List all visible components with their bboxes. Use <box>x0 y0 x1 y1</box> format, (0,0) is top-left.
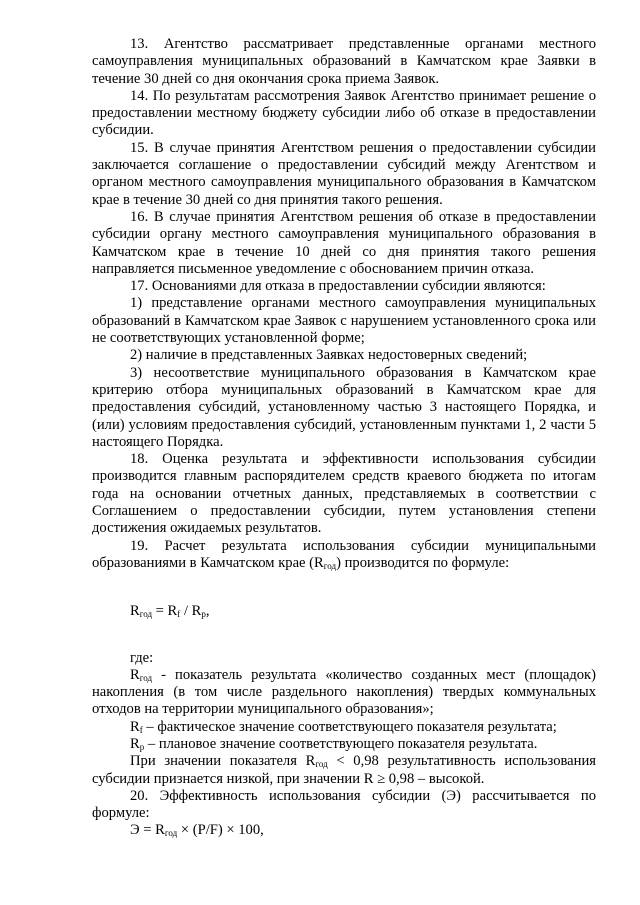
paragraph-17-item-3: 3) несоответствие муниципального образования в Камчатском крае критерию отбора муниципальных образований в Камчатском крае для предоставления субсидий, установленному частью 3 настоящего Порядка, и (или) условиям предоставления субсидий, установленным пунктами 1, 2 части 5 настоящего Порядка. <box>92 364 596 450</box>
definition-r-f <box>92 719 596 736</box>
definition-r-p <box>92 736 596 753</box>
formula-tail: , <box>205 603 210 620</box>
formula-efficiency <box>92 822 596 839</box>
formula-p-subscript: p <box>201 609 206 620</box>
definition-threshold <box>92 753 596 788</box>
def3-text: – плановое значение соответствующего показателя результата. <box>144 735 538 752</box>
def1-symbol: R <box>130 666 140 683</box>
paragraph-19-subscript: год <box>323 560 337 571</box>
where-label: где: <box>130 649 154 666</box>
paragraph-19-text-b: ) производится по формуле: <box>336 554 510 571</box>
paragraph-15: 15. В случае принятия Агентством решения о предоставлении субсидии заключается соглашение о предоставлении субсидий между Агентством и органом местного самоуправления муниципального образования в Камчатском крае в течение 30 дней со дня принятия такого решения. <box>92 139 596 208</box>
formula-r-subscript: год <box>139 609 153 620</box>
definition-r-god <box>92 667 596 719</box>
def4-subscript: год <box>315 759 328 770</box>
formula2-text-a: Э = R <box>130 822 165 839</box>
def3-subscript: p <box>139 741 145 752</box>
def4-text-a: При значении показателя R <box>130 753 316 770</box>
paragraph-17: 17. Основаниями для отказа в предоставлении субсидии являются: <box>130 278 546 295</box>
paragraph-13: 13. Агентство рассматривает представленные органами местного самоуправления муниципальных образований в Камчатском крае Заявки в течение 30 дней со дня окончания срока приема Заявок. <box>92 36 596 87</box>
paragraph-14: 14. По результатам рассмотрения Заявок Агентство принимает решение о предоставлении местному бюджету субсидии либо об отказе в предоставлении субсидии. <box>92 87 596 139</box>
def3-symbol: R <box>130 735 140 752</box>
def2-text: – фактическое значение соответствующего показателя результата; <box>142 718 557 735</box>
formula-r: R <box>130 603 140 620</box>
def4-text-b: < 0,98 результативность использования субсидии признается низкой, при значении R ≥ 0,98 – высокой. <box>92 753 596 787</box>
paragraph-20: 20. Эффективность использования субсидии (Э) рассчитывается по формуле: <box>92 787 596 822</box>
formula2-subscript: год <box>164 828 178 839</box>
paragraph-17-item-2: 2) наличие в представленных Заявках недостоверных сведений; <box>130 347 528 364</box>
formula-result <box>92 603 596 620</box>
def2-subscript: f <box>139 724 143 735</box>
paragraph-19-text-a: 19. Расчет результата использования субсидии муниципальными образованиями в Камчатском крае (R <box>92 537 596 571</box>
def2-symbol: R <box>130 718 140 735</box>
paragraph-19 <box>92 538 596 573</box>
paragraph-17-item-1: 1) представление органами местного самоуправления муниципальных образований в Камчатском крае Заявок с нарушением установленного срока или не соответствующих установленной форме; <box>92 295 596 347</box>
def1-subscript: год <box>139 672 153 683</box>
paragraph-16: 16. В случае принятия Агентством решения об отказе в предоставлении субсидии органу местного самоуправления муниципального образования в Камчатском крае в течение 10 дней со дня принятия такого решения направляется письменное уведомление с обоснованием причин отказа. <box>92 208 596 277</box>
formula-eq: = R <box>152 603 178 620</box>
def1-text: - показатель результата «количество созданных мест (площадок) накопления (в том числе раздельного накопления) твердых коммунальных отходов на территории муниципального образования»; <box>92 666 596 718</box>
paragraph-18: 18. Оценка результата и эффективности использования субсидии производится главным распорядителем средств краевого бюджета по итогам года на основании отчетных данных, представляемых в соответствии с Соглашением о предоставлении субсидии, путем установления степени достижения ожидаемых результатов. <box>92 451 596 537</box>
formula2-text-b: × (P/F) × 100, <box>177 822 264 839</box>
formula-f-subscript: f <box>177 609 181 620</box>
formula-div: / R <box>180 603 202 620</box>
